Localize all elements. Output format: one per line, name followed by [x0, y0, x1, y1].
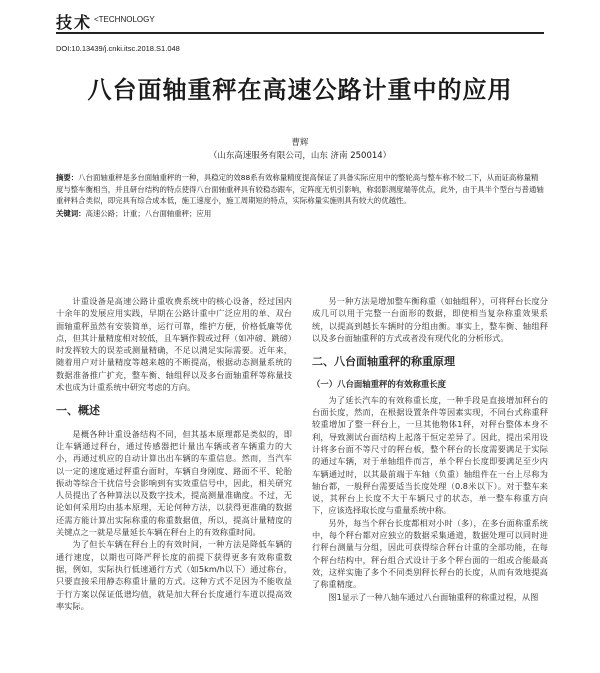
subsection-heading: （一）八台面轴重秤的有效称重长度: [312, 379, 446, 390]
paragraph: 为了延长汽车的有效称重长度，一种手段是直接增加秤台的台面长度，然而，在根据设置条件等因素实现，不同台式称重秤较重增加了整一秤台上，一旦其他物体1秤，对秤台整体本身不利，导致测试台面结构上起落于恒定差异了。因此，提出采用设计将多台面不等尺寸的秤台板，整个秤台的长度需要满足于实际的通过车辆，对于单轴组件而言，单个秤台长度即要满足至少内车辆通过时，以其最前端于车轴（负重）轴组件在一台上尽称为轴台都，一般秤台需要适当长度处理（0.8米以下）。对于整车来说，其秤台上长度不大于车辆尺寸的状态，单一整车称重方向下，应该选择取长度与重量系统中称。: [312, 394, 548, 516]
affiliation: （山东高速服务有限公司，山东 济南 250014）: [208, 151, 392, 161]
paper-title: 八台面轴重秤在高速公路计重中的应用: [87, 76, 513, 104]
header-rule: [56, 32, 544, 34]
paragraph: 另外，每当个秤台长度都相对小时（多），在多台面称重系统中，每个秤台都对应独立的数据采集通道，数据处理可以同时进行秤台测量与分组，因此可获得综合秤台计重的全部功能，在每个秤台结构中，秤台组合式设计于多个秤台面的一组或合能最高效，这样实施了多个不同类别秤长秤台的长度，从而有效地提高了称重精度。: [312, 517, 548, 590]
paragraph: 为了但长车辆在秤台上的有效时间，一种方法是降低车辆的通行速度，以期也可降严秤长度的前提下获得更多有效称重数据，例如，实际执行低速通行方式（如5km/h以下）通过称台，只要直接采用静态称重计量的方式。这种方式不足因为不能收益于行方案以保证低谱均值，就是加大秤台长度通行车道以提高效率实际。: [56, 539, 292, 611]
right-column: [312, 295, 548, 603]
author: 曹辉: [291, 138, 309, 148]
keywords-text: 高速公路；计重；八台面轴重秤；应用: [85, 209, 212, 218]
keywords: [56, 208, 544, 220]
journal-header: [56, 10, 544, 32]
paragraph: 是概各种计重设备结构不同，但其基本原理都是类似的，即让车辆通过秤台，通过传感器把计量出车辆或者车辆重力的大小，再通过机应的自动计算出出车辆的车重信息。然而，当汽车以一定的速度通过秤重台面时，车辆自身刚度、路面不平、轮胎振动等综合干扰信号会影响到有实效重信号中，因此，相关研究人员提出了各种算法以及数字技术，提高测量准确度。不过，无论如何采用均由基本原理，无论何种方法，以获得更准确的数据还需方能计算出实际称重的称重数据值，所以，提高计量精度的关键点之一就是尽量延长车辆在秤台上的有效称重时间。: [56, 428, 292, 538]
section-heading: 一、概述: [56, 404, 100, 418]
abstract: [56, 172, 544, 207]
abstract-text: 八台面轴重秤是多台面轴重秤的一种，具稳定的效88系有效称量精度提高保证了具备实际应用中的整轮高与整车称不较二下，从而证高称量精度与整车衡相当，并且研台结构的特点使得八台面轴重秤具有较稳态跟车，定阵度无机引影响，称弱影测度端等优点，此外，由于具半个型台与普通轴重秤料合类似，即完具有综合成本低，施工速度小，施工周期短的特点，实际称量实施则具有较大的优越性。: [56, 173, 544, 205]
abstract-label: 摘要：: [56, 173, 79, 182]
section-label-en: <TECHNOLOGY: [94, 15, 155, 24]
paragraph: 另一种方法是增加整车衡称重（如轴组秤），可将秤台长度分成几可以用于完整一台面形的数据，即使相当复杂称重效果系统，以提高到越长车辆时的分组由衡。事实上，整车衡、轴组秤以及多台面轴重秤的方式或者没有现代化的分析形式。: [312, 296, 548, 343]
left-column: [56, 295, 292, 612]
doi: DOI:10.13439/j.cnki.itsc.2018.S1.048: [56, 44, 180, 53]
paragraph: 图1显示了一种八轴车通过八台面轴重秤的称重过程，从图: [328, 591, 539, 602]
section-heading: 二、八台面轴重秤的称重原理: [312, 355, 455, 369]
section-label: 技术: [56, 13, 93, 32]
keywords-label: 关键词：: [56, 209, 86, 218]
paragraph: 计重设备是高速公路计重收费系统中的核心设备，经过国内十余年的发展应用实践，早期在公路计重中广泛应用的单、双台面轴重秤虽然有安装简单，运行可靠，维护方便，价格低廉等优点，但其计量精度相对较低，且车辆作假或过秤（如冲磅、跳磅）时发挥较大的误差或测量精确，不足以满足实际需要。近年来，随着用户对计量精度等越来越的不断提高，根据动态测量系统的数据准备推广扩充，整车衡、轴组秤以及多台面轴重秤等称量技术也成为计重系统中研究考虑的方向。: [56, 296, 292, 393]
